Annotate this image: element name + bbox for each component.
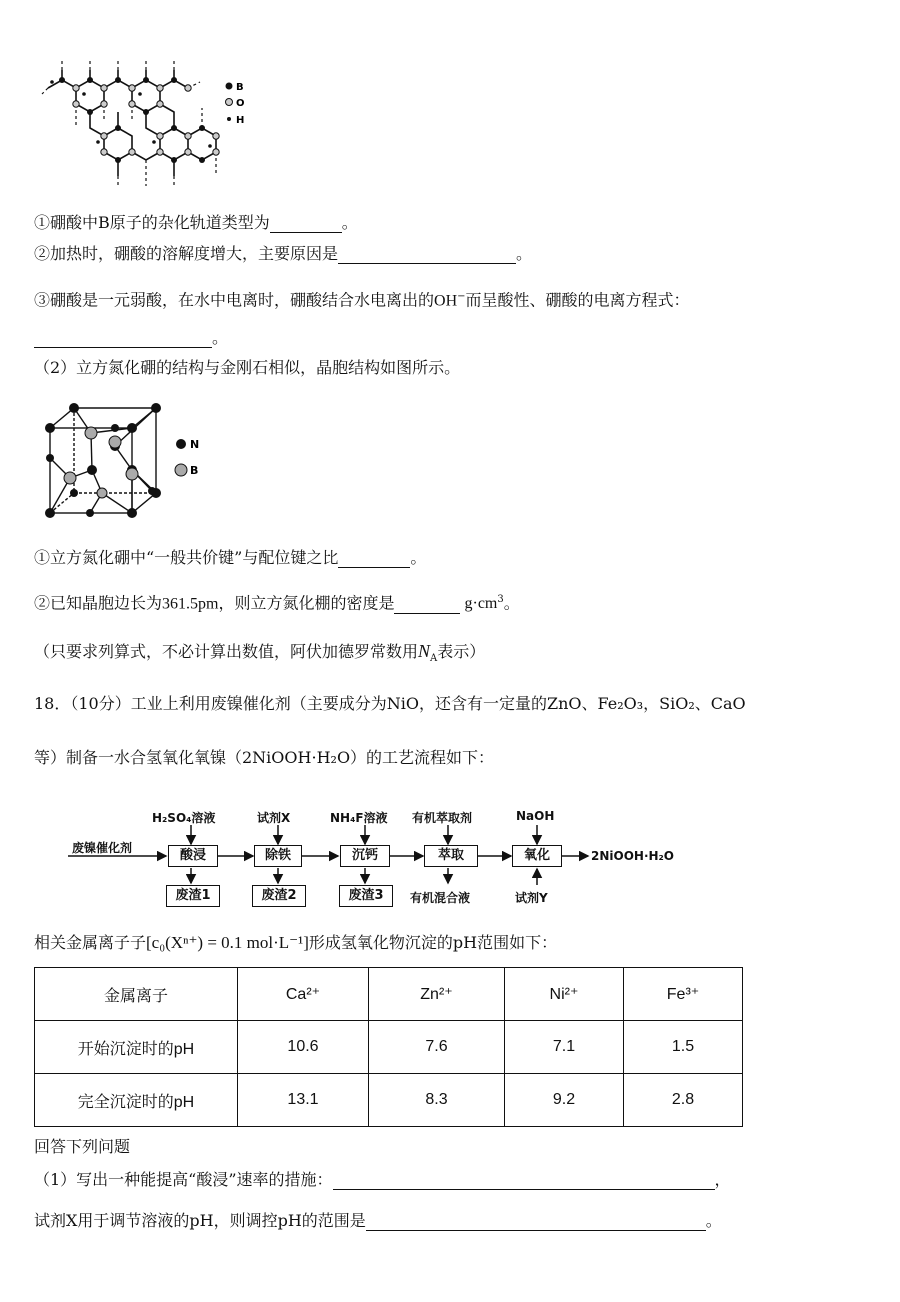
boric-q3: ③硼酸是一元弱酸，在水中电离时，硼酸结合水电离出的OH−而呈酸性、硼酸的电离方程式： — [34, 290, 690, 310]
flow-output-organic-mixture: 有机混合液 — [410, 891, 471, 905]
table-row — [35, 1021, 743, 1074]
table-cell: 10.6 — [238, 1021, 369, 1074]
bn-q2: ②已知晶胞边长为361.5pm，则立方氮化棚的密度是 $g\cdot cm^3$。 — [34, 593, 520, 613]
flow-step-remove-iron: 除铁 — [254, 845, 302, 867]
flow-output-residue-3: 废渣3 — [339, 885, 393, 907]
flow-step-precipitate-calcium: 沉钙 — [340, 845, 390, 867]
answer-intro: 回答下列问题 — [34, 1137, 131, 1156]
q18-line2: 等）制备一水合氢氧化氧镍（2NiOOH·H₂O）的工艺流程如下： — [34, 748, 495, 767]
answer-blank[interactable] — [270, 216, 342, 233]
flow-input-reagent-x: 试剂X — [257, 811, 291, 825]
answer-blank[interactable] — [333, 1173, 715, 1190]
bn-q1: ①立方氮化硼中“一般共价键”与配位键之比 。 — [34, 548, 427, 567]
bn-note: （只要求列算式，不必计算出数值，阿伏加德罗常数用$N_A$表示） — [34, 641, 486, 665]
answer-blank[interactable] — [366, 1214, 706, 1231]
answer-blank[interactable] — [338, 247, 516, 264]
flow-start-label: 废镍催化剂 — [72, 841, 133, 855]
q18-line1: 18．（10分）工业上利用废镍催化剂（主要成分为NiO，还含有一定量的ZnO、Fe₂O₃，SiO₂、CaO — [34, 694, 746, 713]
legend-b: B — [236, 82, 244, 93]
table-cell: 13.1 — [238, 1074, 369, 1127]
table-cell: 9.2 — [505, 1074, 624, 1127]
flow-input-extractant: 有机萃取剂 — [412, 811, 473, 825]
boric-q3-answer: 。 — [34, 328, 228, 348]
flow-product-label: 2NiOOH·H₂O — [591, 849, 675, 863]
table-row — [35, 1074, 743, 1127]
flow-step-oxidation: 氧化 — [512, 845, 562, 867]
flow-step-acid-leach: 酸浸 — [168, 845, 218, 867]
q18-sub2: 试剂X用于调节溶液的pH，则调控pH的范围是 。 — [34, 1211, 722, 1230]
table-header-cell: Fe³⁺ — [624, 968, 743, 1021]
table-header-cell: Zn²⁺ — [369, 968, 505, 1021]
table-cell: 2.8 — [624, 1074, 743, 1127]
boric-q2: ②加热时，硼酸的溶解度增大，主要原因是 。 — [34, 244, 533, 263]
legend-b-atom: B — [190, 464, 199, 477]
flow-input-reagent-y: 试剂Y — [515, 891, 548, 905]
table-header-cell: 金属离子 — [35, 968, 238, 1021]
flow-input-h2so4: H₂SO₄溶液 — [152, 811, 216, 825]
bn-intro: （2）立方氮化硼的结构与金刚石相似，晶胞结构如图所示。 — [34, 358, 461, 377]
flow-output-residue-1: 废渣1 — [166, 885, 220, 907]
boric-q1: ①硼酸中B原子的杂化轨道类型为 。 — [34, 213, 358, 232]
table-header-row — [35, 968, 743, 1021]
table-cell: 完全沉淀时的pH — [35, 1074, 238, 1127]
legend-h: H — [236, 115, 245, 126]
cubic-bn-unit-cell-figure — [40, 398, 220, 523]
table-cell: 开始沉淀时的pH — [35, 1021, 238, 1074]
flow-step-extraction: 萃取 — [424, 845, 478, 867]
table-cell: 8.3 — [369, 1074, 505, 1127]
q18-sub1: （1）写出一种能提高“酸浸”速率的措施： ， — [34, 1170, 731, 1189]
flow-input-nh4f: NH₄F溶液 — [330, 811, 388, 825]
answer-blank[interactable] — [34, 331, 212, 348]
legend-n: N — [190, 438, 200, 451]
answer-blank[interactable] — [394, 597, 460, 614]
table-header-cell: Ni²⁺ — [505, 968, 624, 1021]
table-header-cell: Ca²⁺ — [238, 968, 369, 1021]
boric-acid-structure-figure — [40, 58, 270, 193]
precipitation-ph-table — [34, 967, 743, 1127]
answer-blank[interactable] — [338, 551, 410, 568]
flow-output-residue-2: 废渣2 — [252, 885, 306, 907]
table-cell: 1.5 — [624, 1021, 743, 1074]
table-caption: 相关金属离子子[c₀(Xⁿ⁺) = 0.1 mol·L⁻¹]形成氢氧化物沉淀的pH范围如下： — [34, 933, 558, 952]
flow-input-naoh: NaOH — [516, 809, 555, 823]
table-cell: 7.1 — [505, 1021, 624, 1074]
legend-o: O — [236, 98, 245, 109]
table-cell: 7.6 — [369, 1021, 505, 1074]
